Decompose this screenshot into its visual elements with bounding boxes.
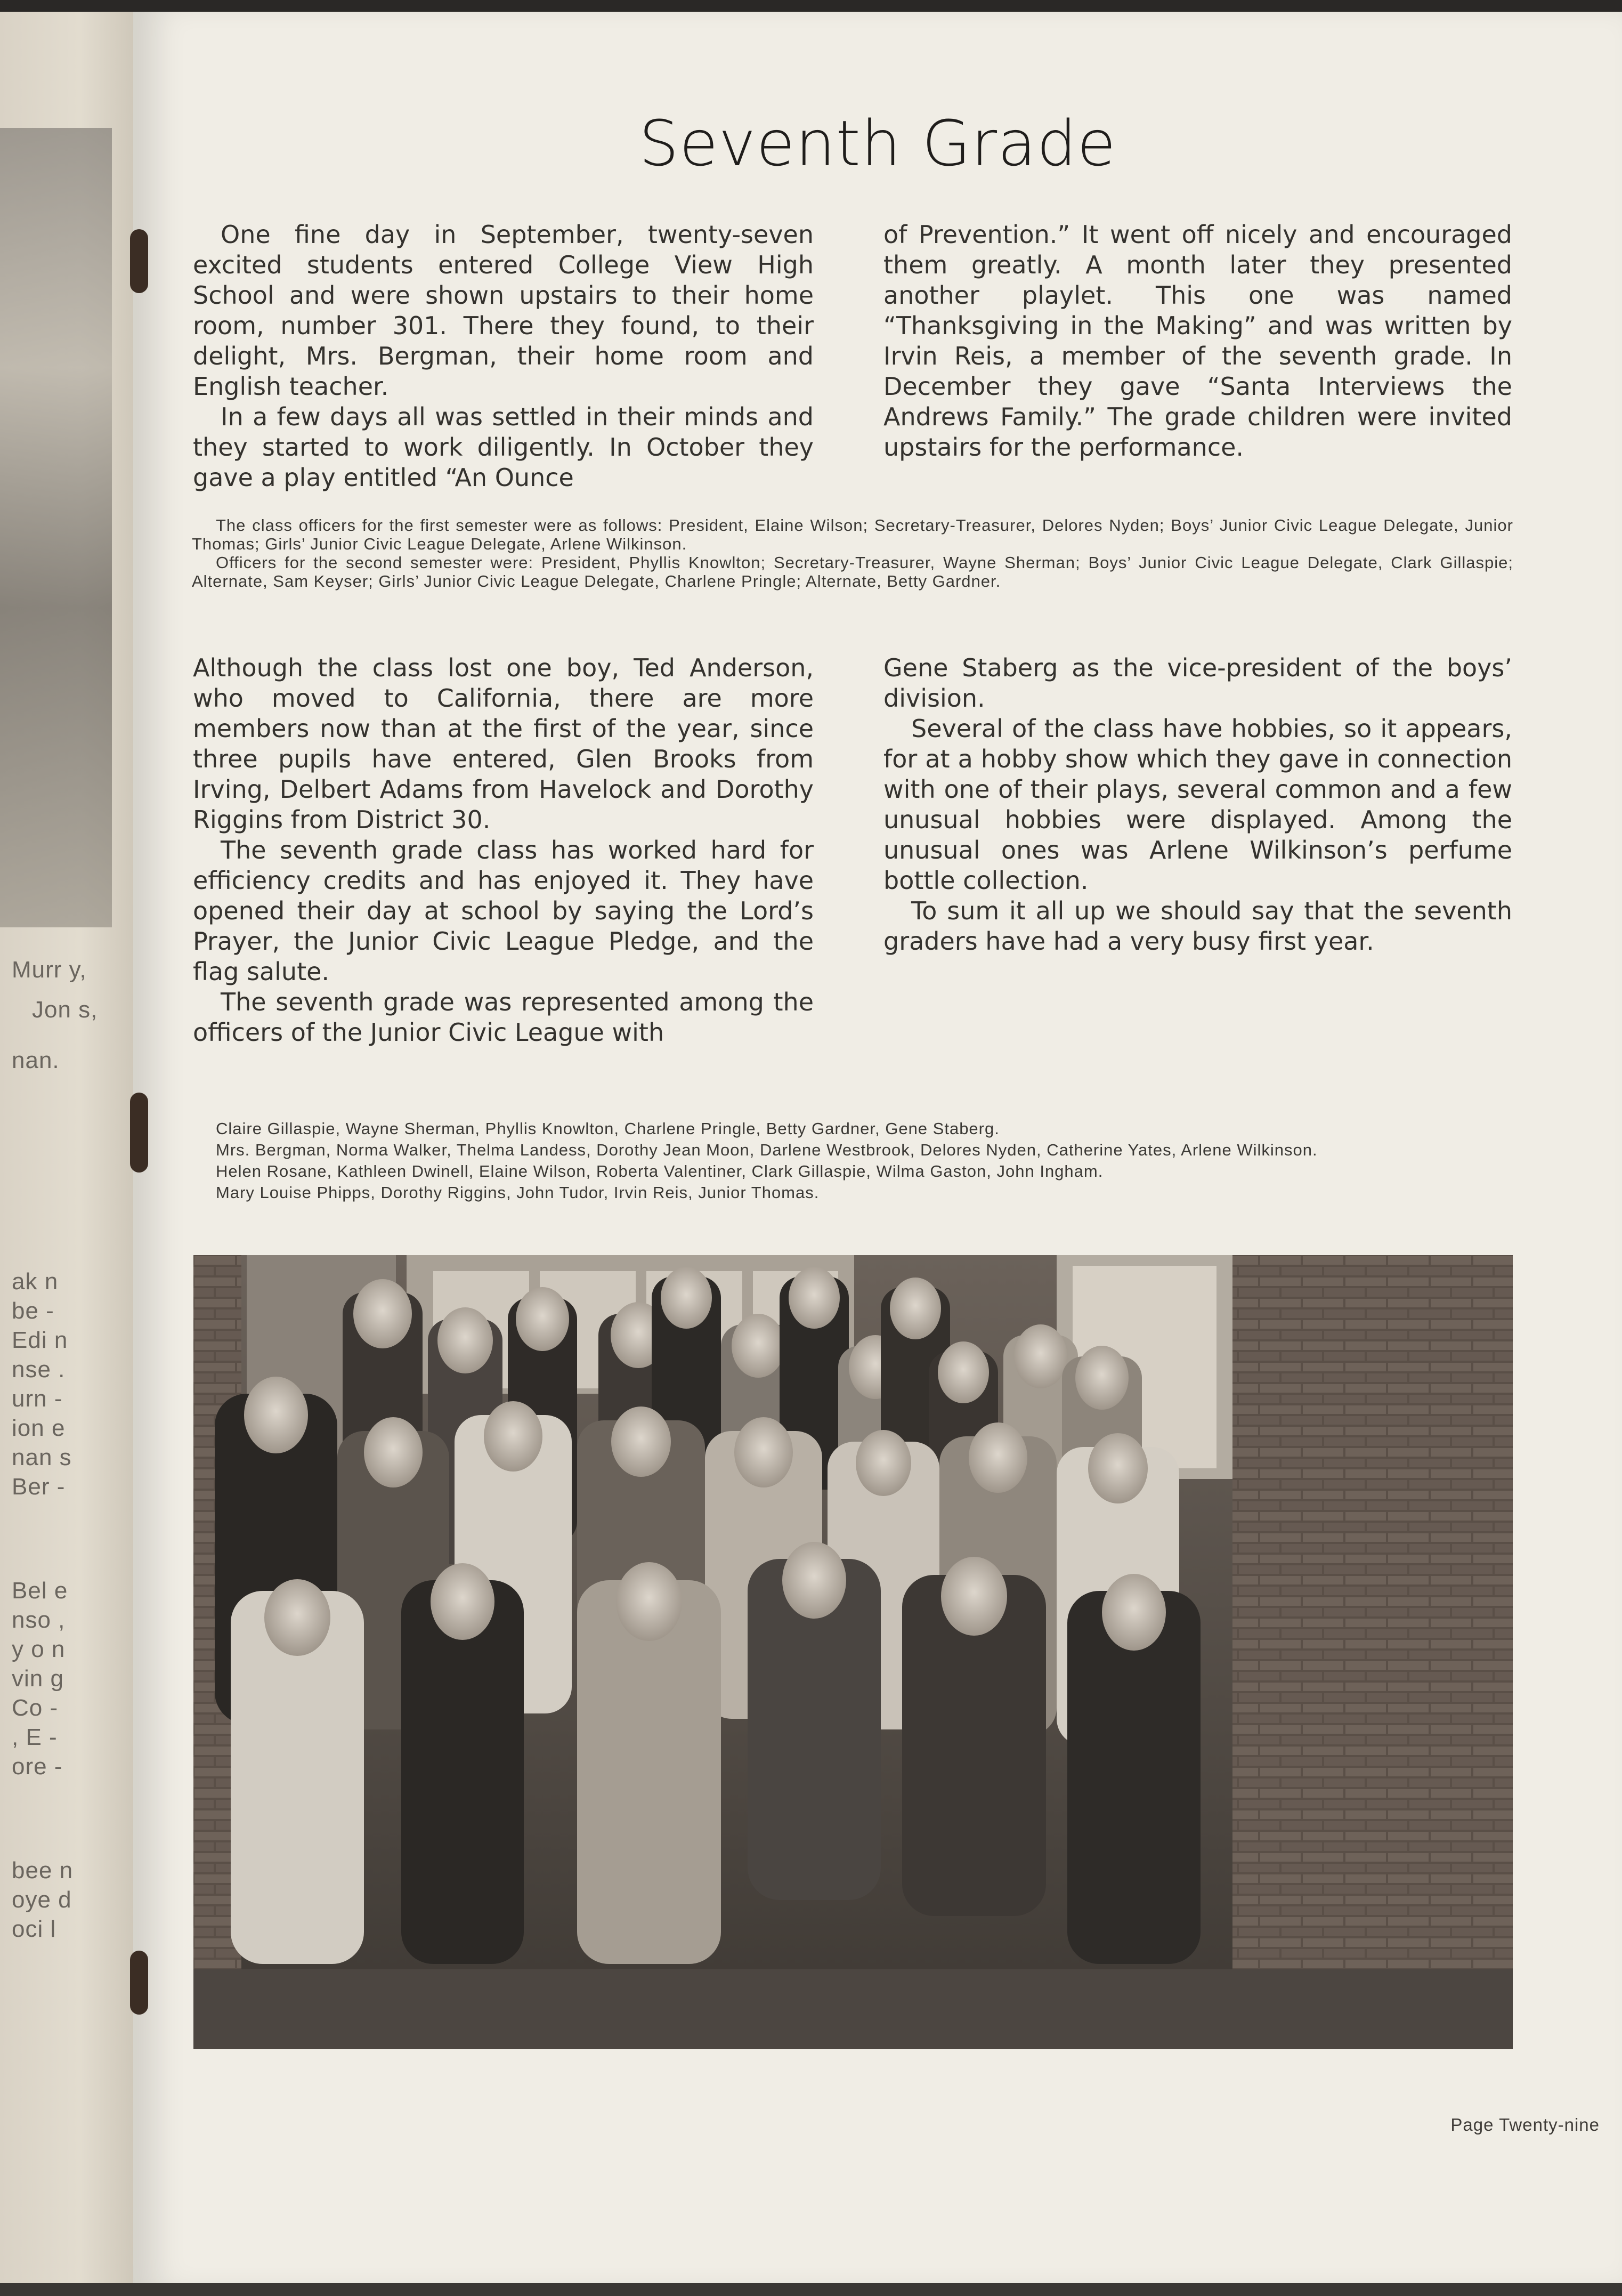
page-title: Seventh Grade	[638, 107, 1117, 180]
paragraph: Gene Staberg as the vice-president of the boys’ division.	[883, 653, 1512, 713]
previous-page-fragment: vin g	[12, 1666, 64, 1692]
previous-page-fragment: Bel e	[12, 1578, 68, 1604]
second-semester-officers: Officers for the second semester were: President, Phyllis Knowlton; Secretary-Treasurer, Wayne Sherman; Boys’ Junior Civic League Delegate, Clark Gillaspie; Alternate, Sam Keyser; Girls’ Junior Civic League Delegate, Charlene Pringle; Alternate, Betty Gardner.	[192, 553, 1513, 591]
class-photo-image	[193, 1255, 1513, 2049]
caption-row: Helen Rosane, Kathleen Dwinell, Elaine Wilson, Roberta Valentiner, Clark Gillaspie, Wilma Gaston, John Ingham.	[216, 1162, 1104, 1181]
body-left-column	[193, 653, 814, 1048]
binding-hole	[130, 1951, 148, 2015]
paragraph: Although the class lost one boy, Ted Anderson, who moved to California, there are more members now than at the first of the year, since three pupils have entered, Glen Brooks from Irving, Delbert Adams from Havelock and Dorothy Riggins from District 30.	[193, 653, 814, 834]
paragraph: Several of the class have hobbies, so it appears, for at a hobby show which they gave in connection with one of their plays, several common and a few unusual hobbies were displayed. Among the unusual ones was Arlene Wilkinson’s perfume bottle collection.	[883, 714, 1512, 895]
previous-page-fragment: oye d	[12, 1887, 72, 1913]
yearbook-page	[133, 0, 1622, 2296]
previous-page-fragment: nan.	[12, 1047, 60, 1073]
previous-page-fragment: nan s	[12, 1444, 72, 1470]
previous-page-fragment: bee n	[12, 1857, 74, 1883]
previous-page-fragment: Murr y,	[12, 957, 87, 983]
paragraph: The seventh grade class has worked hard for efficiency credits and has enjoyed it. They have opened their day at school by saying the Lord’s Prayer, the Junior Civic League Pledge, and the flag salute.	[193, 836, 814, 986]
previous-page-fragment: be -	[12, 1298, 54, 1324]
previous-page-gutter	[0, 0, 133, 2296]
class-photo	[193, 1255, 1513, 2049]
previous-page-fragment: nso ,	[12, 1607, 66, 1633]
previous-page-fragment: y o n	[12, 1636, 66, 1662]
page-number: Page Twenty-nine	[1450, 2115, 1600, 2135]
paragraph: of Prevention.” It went off nicely and encouraged them greatly. A month later they presented another playlet. This one was named “Thanksgiving in the Making” and was written by Irvin Reis, a member of the seventh grade. In December they gave “Santa Interviews the Andrews Family.” The grade children were invited upstairs for the performance.	[883, 220, 1512, 462]
caption-row: Mary Louise Phipps, Dorothy Riggins, John Tudor, Irvin Reis, Junior Thomas.	[216, 1183, 820, 1202]
paragraph: In a few days all was settled in their minds and they started to work diligently. In October they gave a play entitled “An Ounce	[193, 402, 814, 492]
intro-left-column	[193, 220, 814, 493]
first-semester-officers: The class officers for the first semester were as follows: President, Elaine Wilson; Secretary-Treasurer, Delores Nyden; Boys’ Junior Civic League Delegate, Junior Thomas; Girls’ Junior Civic League Delegate, Arlene Wilkinson.	[192, 516, 1513, 553]
photo-caption	[192, 1118, 1513, 1203]
page-top-edge	[0, 0, 1622, 12]
intro-right-column	[883, 220, 1512, 463]
caption-row: Mrs. Bergman, Norma Walker, Thelma Landess, Dorothy Jean Moon, Darlene Westbrook, Delores Nyden, Catherine Yates, Arlene Wilkinson.	[216, 1141, 1318, 1159]
page-bottom-edge	[0, 2283, 1622, 2296]
binding-hole	[130, 1093, 148, 1173]
paragraph: One fine day in September, twenty-seven excited students entered College View High School and were shown upstairs to their home room, number 301. There they found, to their delight, Mrs. Bergman, their home room and English teacher.	[193, 220, 814, 401]
previous-page-fragment: ion e	[12, 1415, 66, 1441]
previous-page-fragment: ore -	[12, 1753, 63, 1780]
binding-hole	[130, 229, 148, 293]
previous-page-fragment: urn -	[12, 1386, 63, 1412]
caption-row: Claire Gillaspie, Wayne Sherman, Phyllis Knowlton, Charlene Pringle, Betty Gardner, Gene Staberg.	[216, 1119, 1000, 1138]
class-officers-block	[192, 516, 1513, 591]
previous-page-photo-strip	[0, 128, 112, 927]
previous-page-fragment: , E -	[12, 1724, 58, 1750]
previous-page-fragment: Co -	[12, 1695, 59, 1721]
paragraph: To sum it all up we should say that the seventh graders have had a very busy first year.	[883, 896, 1512, 956]
previous-page-fragment: Edi n	[12, 1327, 68, 1353]
paragraph: The seventh grade was represented among the officers of the Junior Civic League with	[193, 988, 814, 1047]
previous-page-fragment: Ber -	[12, 1474, 66, 1500]
previous-page-fragment: Jon s,	[32, 997, 98, 1023]
previous-page-fragment: nse .	[12, 1356, 66, 1383]
previous-page-fragment: oci l	[12, 1916, 56, 1942]
body-right-column	[883, 653, 1512, 957]
previous-page-fragment: ak n	[12, 1268, 59, 1295]
